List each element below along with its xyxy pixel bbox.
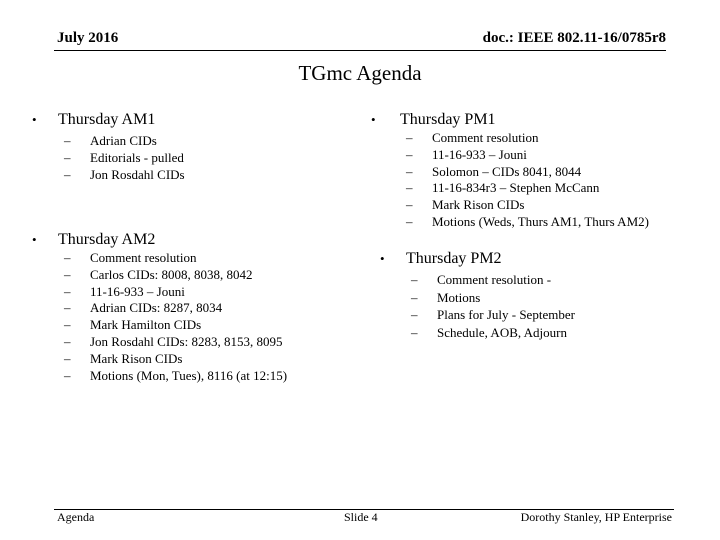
bullet-pm1: •: [371, 112, 376, 127]
heading-thursday-am1: Thursday AM1: [58, 111, 156, 128]
list-item: – 11-16-933 – Jouni: [406, 146, 527, 162]
header-doc-id: doc.: IEEE 802.11-16/0785r8: [482, 30, 666, 46]
list-item: – Plans for July - September: [411, 307, 575, 323]
list-item: – Motions (Weds, Thurs AM1, Thurs AM2): [406, 213, 649, 229]
header-rule: [54, 50, 666, 51]
list-item: – Editorials - pulled: [64, 149, 184, 165]
list-item: – Motions (Mon, Tues), 8116 (at 12:15): [64, 367, 288, 383]
bullet-am1: •: [32, 112, 37, 127]
list-item: – Mark Rison CIDs: [64, 350, 183, 366]
list-item: – Mark Rison CIDs: [406, 197, 525, 213]
list-item: – Jon Rosdahl CIDs: 8283, 8153, 8095: [64, 333, 283, 349]
list-item: – Comment resolution: [64, 250, 197, 265]
footer-author: Dorothy Stanley, HP Enterprise: [520, 510, 672, 524]
slide-number: Slide 4: [344, 510, 378, 524]
list-am1: [64, 133, 185, 183]
list-item: – Carlos CIDs: 8008, 8038, 8042: [64, 266, 253, 282]
bullet-am2: •: [32, 232, 37, 247]
list-pm2: [411, 271, 575, 341]
list-am2: [64, 250, 287, 384]
heading-thursday-am2: Thursday AM2: [58, 231, 156, 248]
list-item: – Adrian CIDs: [64, 133, 157, 148]
slide-title: TGmc Agenda: [298, 61, 422, 85]
list-item: – Adrian CIDs: 8287, 8034: [64, 300, 223, 316]
header-date: July 2016: [57, 30, 119, 46]
list-item: – Jon Rosdahl CIDs: [64, 166, 185, 182]
list-pm1: [406, 130, 649, 231]
list-item: – Schedule, AOB, Adjourn: [411, 324, 567, 340]
list-item: – 11-16-933 – Jouni: [64, 283, 185, 299]
list-item: – Motions: [411, 289, 481, 305]
bullet-pm2: •: [380, 251, 385, 266]
list-item: – Comment resolution: [406, 130, 539, 145]
list-item: – Mark Hamilton CIDs: [64, 317, 202, 333]
list-item: – Comment resolution -: [411, 272, 552, 287]
heading-thursday-pm2: Thursday PM2: [406, 250, 502, 267]
list-item: – Solomon – CIDs 8041, 8044: [406, 163, 582, 179]
heading-thursday-pm1: Thursday PM1: [400, 111, 496, 128]
list-item: – 11-16-834r3 – Stephen McCann: [406, 180, 600, 196]
footer-left: Agenda: [57, 510, 95, 524]
